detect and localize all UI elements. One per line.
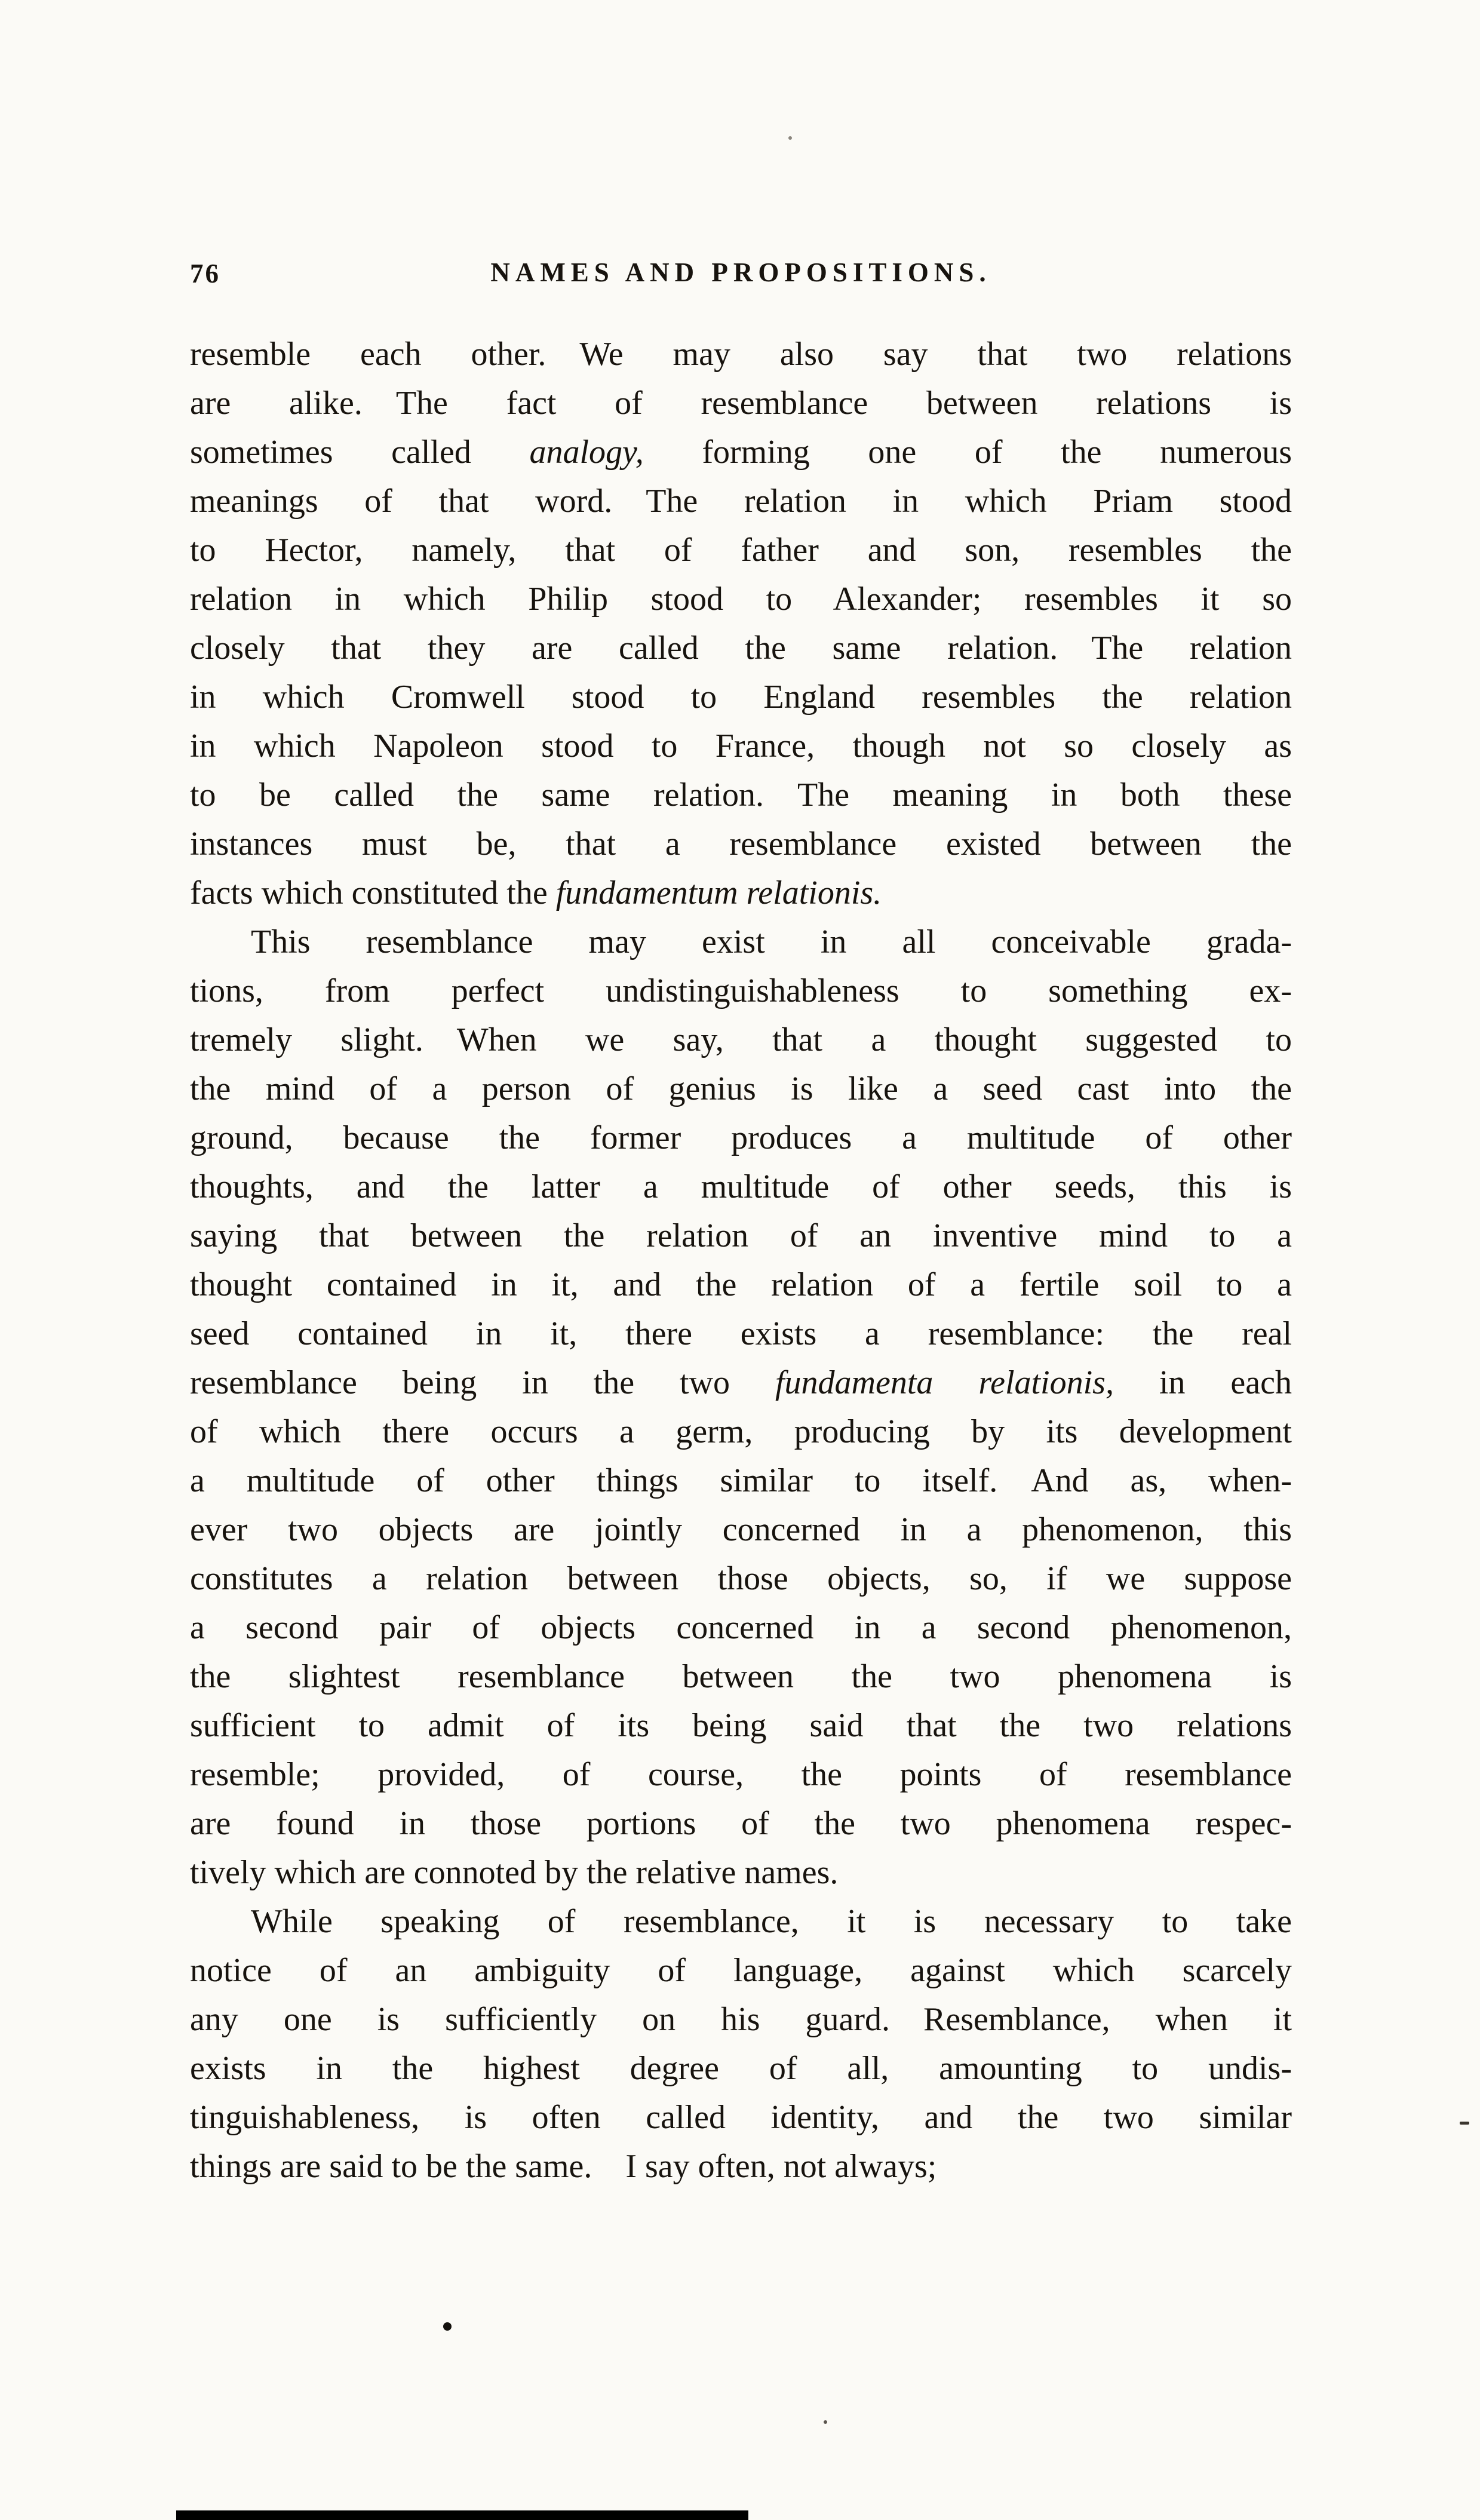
body-text: any one is sufficiently on his guard. Resemblance, when it (190, 2001, 1292, 2038)
body-text: a second pair of objects concerned in a second phenomenon, (190, 1609, 1292, 1646)
body-text: closely that they are called the same relation. The relation (190, 630, 1292, 667)
text-line (190, 2142, 1292, 2191)
text-line (190, 1309, 1292, 1358)
text-line (190, 1946, 1292, 1995)
scan-artifact-bar (176, 2510, 748, 2520)
text-line (190, 379, 1292, 428)
body-text: sufficient to admit of its being said that the two relations (190, 1707, 1292, 1744)
text-line (190, 1113, 1292, 1162)
body-text: sometimes called (190, 434, 530, 471)
text-line (190, 1358, 1292, 1407)
body-text: tively which are connoted by the relative names. (190, 1854, 839, 1891)
text-line (190, 526, 1292, 575)
ink-speck-top (788, 136, 792, 140)
body-text: ever two objects are jointly concerned in a phenomenon, this (190, 1511, 1292, 1548)
body-text: seed contained in it, there exists a resemblance: the real (190, 1315, 1292, 1352)
body-text: This resemblance may exist in all conceivable grada- (251, 923, 1292, 960)
ink-speck-bottom (824, 2420, 827, 2424)
body-text: meanings of that word. The relation in which Priam stood (190, 483, 1292, 520)
text-line (190, 1995, 1292, 2044)
body-text: instances must be, that a resemblance existed between the (190, 825, 1292, 862)
text-line (190, 624, 1292, 673)
text-line (190, 1260, 1292, 1309)
printers-mark-dot (443, 2322, 452, 2331)
text-block (190, 330, 1292, 2191)
text-line (190, 1603, 1292, 1652)
text-line (190, 477, 1292, 526)
body-text: to be called the same relation. The meaning in both these (190, 776, 1292, 814)
text-line (190, 428, 1292, 477)
body-text: thoughts, and the latter a multitude of other seeds, this is (190, 1168, 1292, 1205)
body-text: tinguishableness, is often called identity, and the two similar (190, 2099, 1292, 2136)
text-line (190, 1162, 1292, 1211)
body-text: things are said to be the same. I say often, not always; (190, 2148, 937, 2185)
text-line (190, 1848, 1292, 1897)
text-line (190, 1897, 1292, 1946)
text-line (190, 2093, 1292, 2142)
body-text: to Hector, namely, that of father and son, resembles the (190, 532, 1292, 569)
text-line (190, 1554, 1292, 1603)
body-text: in which Cromwell stood to England resembles the relation (190, 679, 1292, 716)
text-line (190, 1701, 1292, 1750)
body-text: resemble each other. We may also say that two relations (190, 336, 1292, 373)
text-line (190, 1064, 1292, 1113)
body-text: facts which constituted the (190, 874, 556, 911)
body-text: are alike. The fact of resemblance between relations is (190, 385, 1292, 422)
text-line (190, 722, 1292, 771)
body-text: thought contained in it, and the relation of a fertile soil to a (190, 1266, 1292, 1303)
body-text: resemble; provided, of course, the points of resemblance (190, 1756, 1292, 1793)
text-line (190, 2044, 1292, 2093)
body-text: a multitude of other things similar to itself. And as, when- (190, 1462, 1292, 1499)
body-text: of which there occurs a germ, producing by its development (190, 1413, 1292, 1450)
body-text: constitutes a relation between those objects, so, if we suppose (190, 1560, 1292, 1597)
running-header-title: NAMES AND PROPOSITIONS. (490, 257, 991, 287)
text-line (190, 673, 1292, 722)
body-text: the slightest resemblance between the two phenomena is (190, 1658, 1292, 1695)
text-line (190, 1799, 1292, 1848)
text-line (190, 771, 1292, 819)
body-text: in which Napoleon stood to France, though not so closely as (190, 728, 1292, 765)
body-text: While speaking of resemblance, it is necessary to take (251, 1903, 1292, 1940)
body-text: tremely slight. When we say, that a thought suggested to (190, 1021, 1292, 1058)
body-text: in each (1113, 1364, 1292, 1401)
body-text: tions, from perfect undistinguishableness to something ex- (190, 972, 1292, 1009)
text-line (190, 819, 1292, 868)
italic-text: fundamentum relationis. (555, 874, 882, 911)
body-text: saying that between the relation of an inventive mind to a (190, 1217, 1292, 1254)
body-text: the mind of a person of genius is like a seed cast into the (190, 1070, 1292, 1107)
ink-speck-right-edge (1460, 2122, 1469, 2125)
text-line (190, 1456, 1292, 1505)
italic-text: fundamenta relationis, (775, 1364, 1114, 1401)
text-line (190, 330, 1292, 379)
text-line (190, 1505, 1292, 1554)
text-line (190, 1750, 1292, 1799)
text-line (190, 575, 1292, 624)
body-text: resemblance being in the two (190, 1364, 775, 1401)
running-head (190, 257, 1292, 295)
text-line (190, 1652, 1292, 1701)
body-text: relation in which Philip stood to Alexander; resembles it so (190, 581, 1292, 618)
text-line (190, 1015, 1292, 1064)
text-line (190, 1211, 1292, 1260)
italic-text: analogy, (529, 434, 644, 471)
page-number: 76 (190, 259, 220, 288)
body-text: notice of an ambiguity of language, against which scarcely (190, 1952, 1292, 1989)
text-line (190, 966, 1292, 1015)
text-line (190, 917, 1292, 966)
body-text: exists in the highest degree of all, amounting to undis- (190, 2050, 1292, 2087)
body-text: ground, because the former produces a multitude of other (190, 1119, 1292, 1156)
body-text: forming one of the numerous (643, 434, 1292, 471)
text-line (190, 868, 1292, 917)
body-text: are found in those portions of the two phenomena respec- (190, 1805, 1292, 1842)
text-line (190, 1407, 1292, 1456)
